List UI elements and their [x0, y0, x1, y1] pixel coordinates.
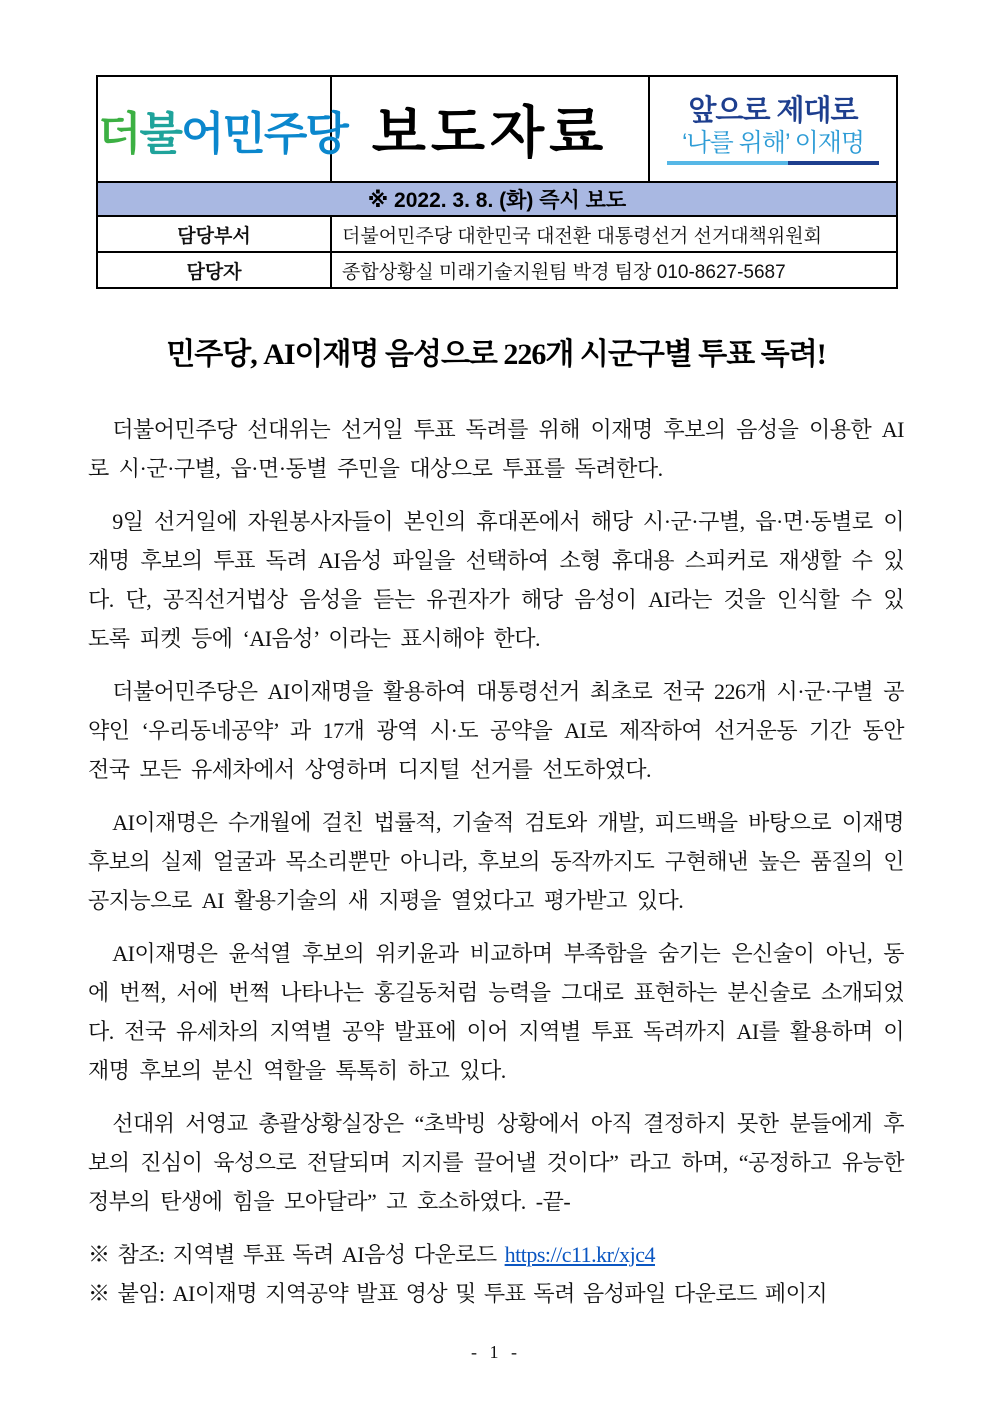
doc-type-label: 보도자료	[371, 101, 609, 164]
paragraph-3: 더불어민주당은 AI이재명을 활용하여 대통령선거 최초로 전국 226개 시·군·구별 공약인 ‘우리동네공약’ 과 17개 광역 시·도 공약을 AI로 제작하여 선거운동 기간 동안 전국 모든 유세차에서 상영하며 디지털 선거를 선도하였다.	[88, 679, 904, 782]
header-table	[96, 75, 898, 289]
logo-chars-blue: 어민주당	[180, 107, 347, 159]
info-label-contact: 담당자	[97, 252, 331, 288]
slogan-underline	[667, 161, 879, 165]
footnote-reference-text: ※ 참조: 지역별 투표 독려 AI음성 다운로드	[88, 1242, 505, 1267]
download-link[interactable]: https://c11.kr/xjc4	[504, 1242, 655, 1267]
info-value-department: 더불어민주당 대한민국 대전환 대통령선거 선거대책위원회	[331, 216, 897, 252]
info-row-department	[97, 216, 897, 252]
doc-type-cell	[331, 76, 649, 182]
page-title: 민주당, AI이재명 음성으로 226개 시군구별 투표 독려!	[166, 338, 826, 371]
info-row-contact	[97, 252, 897, 288]
body-text	[88, 410, 904, 1313]
logo-char-green: 더	[98, 107, 140, 159]
slogan-line2: ‘나를 위해’ 이재명	[681, 128, 865, 157]
notice-banner: ※ 2022. 3. 8. (화) 즉시 보도	[97, 182, 897, 216]
header-row	[97, 76, 897, 182]
slogan-line1: 앞으로 제대로	[688, 94, 858, 127]
paragraph-4: AI이재명은 수개월에 걸친 법률적, 기술적 검토와 개발, 피드백을 바탕으로 이재명 후보의 실제 얼굴과 목소리뿐만 아니라, 후보의 동작까지도 구현해낸 높은 품질의 인공지능으로 AI 활용기술의 새 지평을 열었다고 평가받고 있다.	[88, 810, 904, 913]
logo-char-teal: 불	[139, 107, 181, 159]
footnote-reference	[88, 1235, 904, 1274]
footnote-attachment: ※ 붙임: AI이재명 지역공약 발표 영상 및 투표 독려 음성파일 다운로드 페이지	[88, 1281, 828, 1306]
paragraph-6: 선대위 서영교 총괄상황실장은 “초박빙 상황에서 아직 결정하지 못한 분들에게 후보의 진심이 육성으로 전달되며 지지를 끌어낼 것이다” 라고 하며, “공정하고 유능한 정부의 탄생에 힘을 모아달라” 고 호소하였다. -끝-	[88, 1111, 904, 1214]
paragraph-5: AI이재명은 윤석열 후보의 위키윤과 비교하며 부족함을 숨기는 은신술이 아닌, 동에 번쩍, 서에 번쩍 나타나는 홍길동처럼 능력을 그대로 표현하는 분신술로 소개되었다. 전국 유세차의 지역별 공약 발표에 이어 지역별 투표 독려까지 AI를 활용하며 이재명 후보의 분신 역할을 톡톡히 하고 있다.	[88, 941, 904, 1083]
paragraph-2: 9일 선거일에 자원봉사자들이 본인의 휴대폰에서 해당 시·군·구별, 읍·면·동별로 이재명 후보의 투표 독려 AI음성 파일을 선택하여 소형 휴대용 스피커로 재생할 수 있다. 단, 공직선거법상 음성을 듣는 유권자가 해당 음성이 AI라는 것을 인식할 수 있도록 피켓 등에 ‘AI음성’ 이라는 표시해야 한다.	[88, 509, 904, 651]
party-logo	[97, 76, 347, 182]
notice-row	[97, 182, 897, 216]
info-value-contact: 종합상황실 미래기술지원팀 박경 팀장 010-8627-5687	[331, 252, 897, 288]
page-number: - 1 -	[471, 1342, 521, 1362]
footnotes	[88, 1235, 904, 1313]
paragraph-1: 더불어민주당 선대위는 선거일 투표 독려를 위해 이재명 후보의 음성을 이용한 AI로 시·군·구별, 읍·면·동별 주민을 대상으로 투표를 독려한다.	[88, 417, 904, 481]
info-label-department: 담당부서	[97, 216, 331, 252]
party-logo-text	[98, 108, 347, 159]
campaign-slogan	[649, 76, 897, 182]
